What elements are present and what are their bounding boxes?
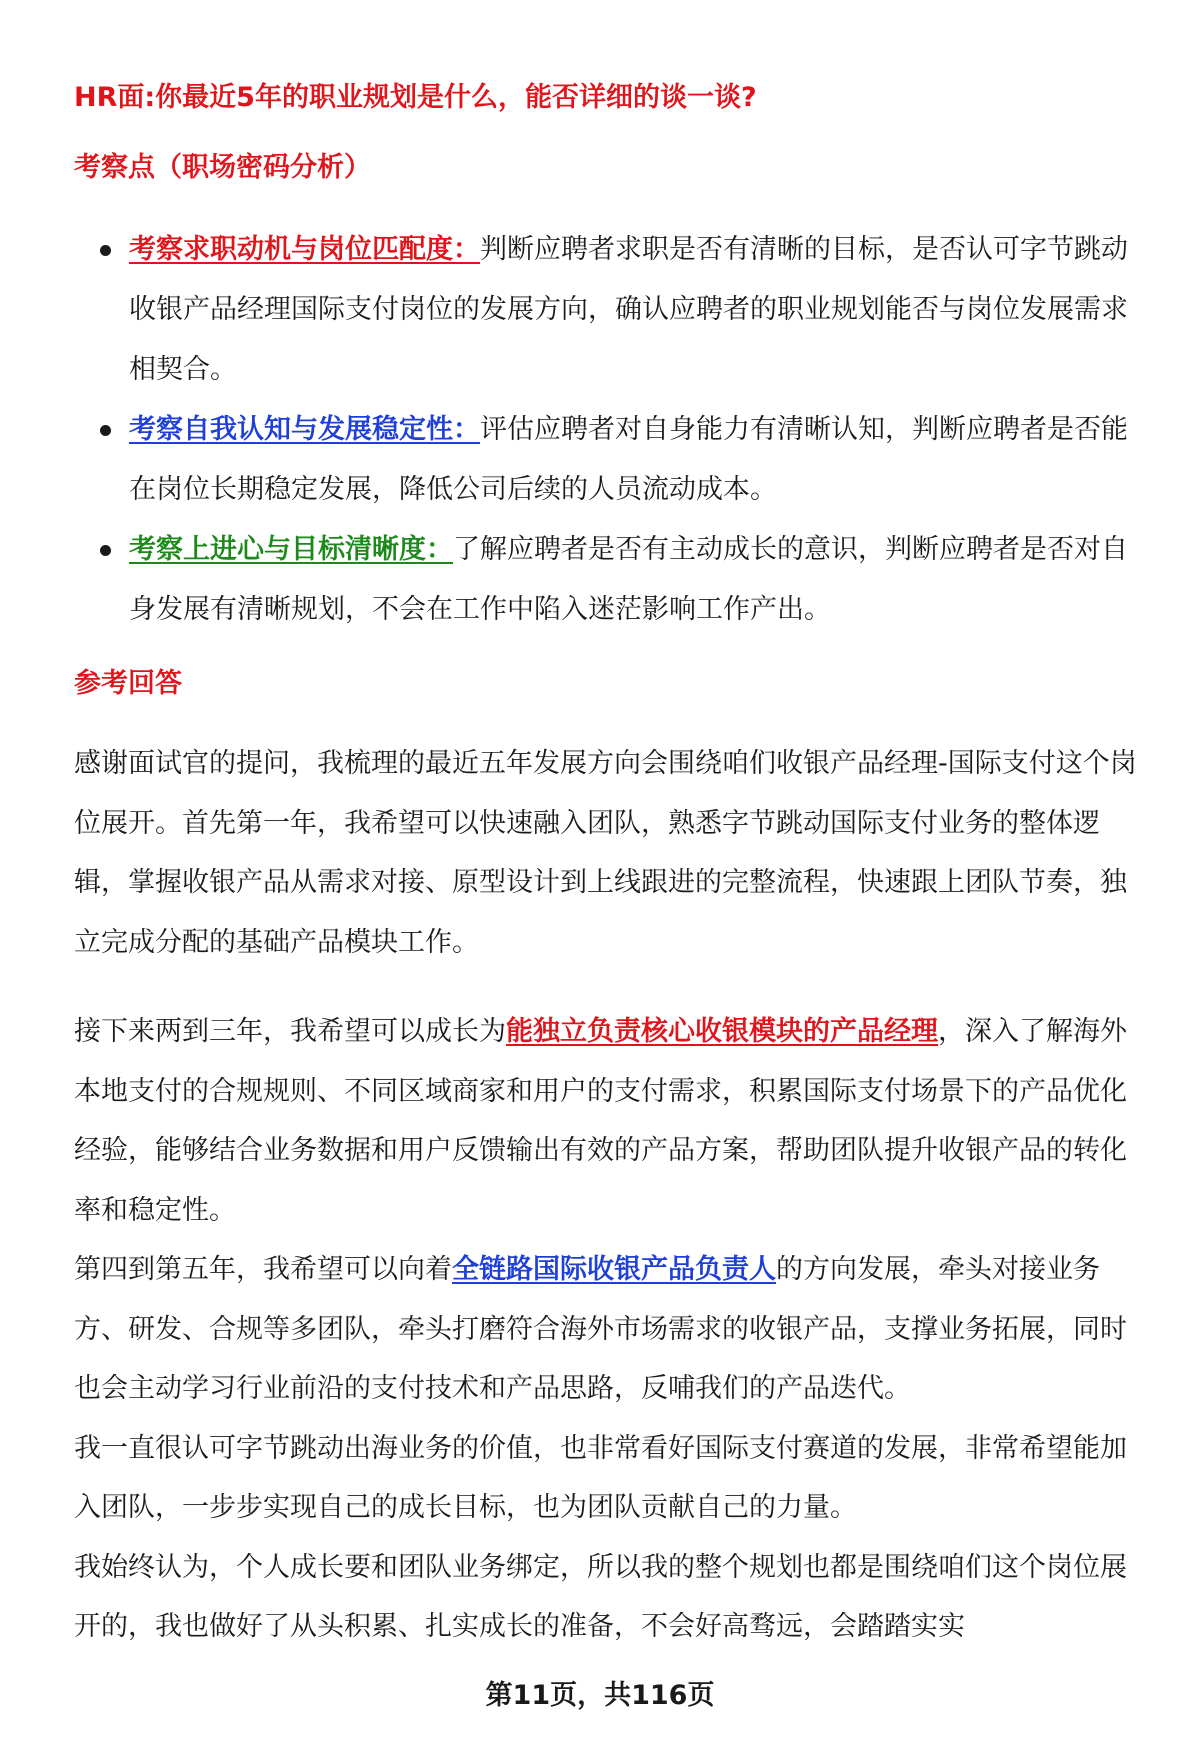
answer-text: 接下来两到三年，我希望可以成长为	[74, 1016, 506, 1047]
assessment-points-heading: 考察点（职场密码分析）	[74, 152, 371, 183]
answer-paragraph: 我始终认为，个人成长要和团队业务绑定，所以我的整个规划也都是围绕咱们这个岗位展开的，我也做好了从头积累、扎实成长的准备，不会好高骛远，会踏踏实实	[74, 1551, 1127, 1642]
bullet-dot-icon	[100, 545, 111, 556]
page-number: 第11页，共116页	[485, 1680, 715, 1711]
bullet-keyword: 考察上进心与目标清晰度：	[129, 534, 453, 565]
bullet-keyword: 考察求职动机与岗位匹配度：	[129, 234, 480, 265]
answer-text: ，深入了解海外本地支付的合规规则、不同区域商家和用户的支付需求，积累国际支付场景下的产品优化经验，能够结合业务数据和用户反馈输出有效的产品方案，帮助团队提升收银产品的转化率和稳定性。	[74, 1016, 1127, 1226]
bullet-dot-icon	[100, 425, 111, 436]
list-item	[74, 220, 1144, 400]
answer-paragraph: 我一直很认可字节跳动出海业务的价值，也非常看好国际支付赛道的发展，非常希望能加入团队，一步步实现自己的成长目标，也为团队贡献自己的力量。	[74, 1432, 1127, 1523]
reference-answer-body	[74, 734, 1146, 1657]
answer-paragraph: 感谢面试官的提问，我梳理的最近五年发展方向会围绕咱们收银产品经理-国际支付这个岗位展开。首先第一年，我希望可以快速融入团队，熟悉字节跳动国际支付业务的整体逻辑，掌握收银产品从需求对接、原型设计到上线跟进的完整流程，快速跟上团队节奏，独立完成分配的基础产品模块工作。	[74, 748, 1137, 958]
bullet-text: 评估应聘者对自身能力有清晰认知，判断应聘者是否能在岗位长期稳定发展，降低公司后续的人员流动成本。	[129, 414, 1128, 505]
list-item	[74, 520, 1144, 640]
highlight-text: 全链路国际收银产品负责人	[452, 1254, 776, 1285]
highlight-text: 能独立负责核心收银模块的产品经理	[506, 1016, 938, 1047]
answer-text: 的方向发展，牵头对接业务方、研发、合规等多团队，牵头打磨符合海外市场需求的收银产品，支撑业务拓展，同时也会主动学习行业前沿的支付技术和产品思路，反哺我们的产品迭代。	[74, 1254, 1127, 1404]
answer-text: 第四到第五年，我希望可以向着	[74, 1254, 452, 1285]
bullet-dot-icon	[100, 245, 111, 256]
bullet-keyword: 考察自我认知与发展稳定性：	[129, 414, 480, 445]
list-item	[74, 400, 1144, 520]
bullet-text: 判断应聘者求职是否有清晰的目标，是否认可字节跳动收银产品经理国际支付岗位的发展方向，确认应聘者的职业规划能否与岗位发展需求相契合。	[129, 234, 1128, 385]
answer-paragraph	[74, 1002, 1146, 1240]
assessment-points-list	[74, 220, 1144, 640]
answer-paragraph	[74, 1240, 1146, 1419]
bullet-text: 了解应聘者是否有主动成长的意识，判断应聘者是否对自身发展有清晰规划，不会在工作中陷入迷茫影响工作产出。	[129, 534, 1128, 625]
reference-answer-heading: 参考回答	[74, 668, 182, 699]
question-heading: HR面:你最近5年的职业规划是什么，能否详细的谈一谈?	[74, 82, 757, 113]
